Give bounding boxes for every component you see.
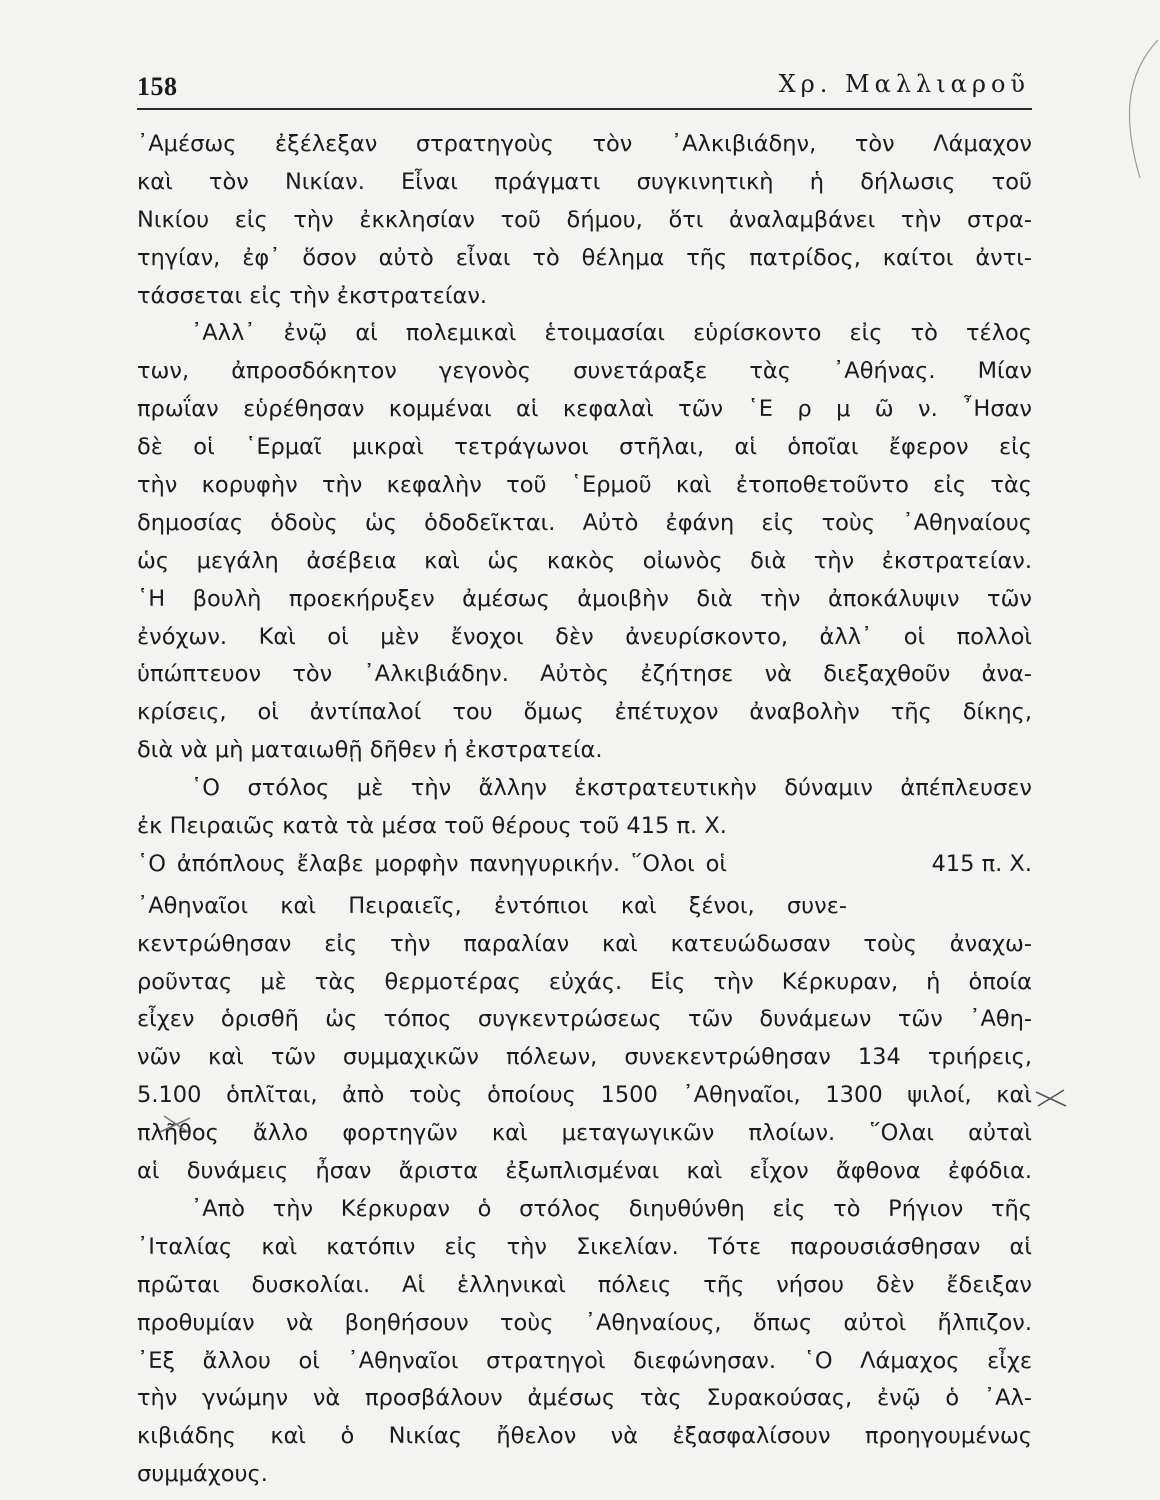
text-line: διὰ νὰ μὴ ματαιωθῇ δῆθεν ἡ ἐκστρατεία.: [137, 737, 603, 764]
text-line-with-margin-note: [137, 846, 1032, 888]
text-line: κιβιάδης καὶ ὁ Νικίας ἤθελον νὰ ἐξασφαλίσουν προηγουμένως: [137, 1423, 1032, 1450]
margin-curve-mark: [1100, 40, 1160, 180]
text-line: ῾Ο στόλος μὲ τὴν ἄλλην ἐκστρατευτικὴν δύναμιν ἀπέπλευσεν: [191, 775, 1032, 802]
text-line: ὑπώπτευον τὸν ᾿Αλκιβιάδην. Αὐτὸς ἐζήτησε νὰ διεξαχθοῦν ἀνα-: [137, 661, 1032, 688]
body-text: [137, 126, 1032, 1494]
text-line: ῾Η βουλὴ προεκήρυξεν ἀμέσως ἀμοιβὴν διὰ τὴν ἀποκάλυψιν τῶν: [137, 585, 1032, 612]
text-line: νῶν καὶ τῶν συμμαχικῶν πόλεων, συνεκεντρώθησαν 134 τριήρεις,: [137, 1044, 1032, 1071]
text-line: κρίσεις, οἱ ἀντίπαλοί του ὅμως ἐπέτυχον ἀναβολὴν τῆς δίκης,: [137, 699, 1032, 726]
text-line: ᾿Ιταλίας καὶ κατόπιν εἰς τὴν Σικελίαν. Τότε παρουσιάσθησαν αἱ: [137, 1233, 1032, 1260]
text-line: 5.100 ὁπλῖται, ἀπὸ τοὺς ὁποίους 1500 ᾿Αθηναῖοι, 1300 ψιλοί, καὶ: [137, 1082, 1032, 1109]
text-line: αἱ δυνάμεις ἦσαν ἄριστα ἐξωπλισμέναι καὶ εἶχον ἄφθονα ἐφόδια.: [137, 1158, 1032, 1185]
text-line: ᾿Αλλ᾿ ἐνῷ αἱ πολεμικαὶ ἑτοιμασίαι εὑρίσκοντο εἰς τὸ τέλος: [191, 320, 1032, 347]
text-line: Νικίου εἰς τὴν ἐκκλησίαν τοῦ δήμου, ὅτι ἀναλαμβάνει τὴν στρα-: [137, 206, 1032, 233]
running-head: Χρ. Μαλλιαροῦ: [778, 70, 1030, 98]
text-line: ροῦντας μὲ τὰς θερμοτέρας εὐχάς. Εἰς τὴν Κέρκυραν, ἡ ὁποία: [137, 968, 1032, 995]
text-line: καὶ τὸν Νικίαν. Εἶναι πράγματι συγκινητικὴ ἡ δήλωσις τοῦ: [137, 168, 1032, 195]
text-line: προθυμίαν νὰ βοηθήσουν τοὺς ᾿Αθηναίους, ὅπως αὐτοὶ ἤλπιζον.: [137, 1309, 1032, 1336]
text-line: τηγίαν, ἐφ᾿ ὅσον αὐτὸ εἶναι τὸ θέλημα τῆς πατρίδος, καίτοι ἀντι-: [137, 244, 1032, 271]
text-line: ἐκ Πειραιῶς κατὰ τὰ μέσα τοῦ θέρους τοῦ 415 π. Χ.: [137, 813, 727, 840]
header-rule: [137, 108, 1032, 110]
text-line: ἐνόχων. Καὶ οἱ μὲν ἔνοχοι δὲν ἀνευρίσκοντο, ἀλλ᾿ οἱ πολλοὶ: [137, 623, 1032, 650]
text-line: κεντρώθησαν εἰς τὴν παραλίαν καὶ κατευώδωσαν τοὺς ἀναχω-: [137, 930, 1032, 957]
text-line: πλῆθος ἄλλο φορτηγῶν καὶ μεταγωγικῶν πλοίων. ῞Ολαι αὐταὶ: [137, 1120, 1032, 1147]
handwritten-cross-mark-right: [1034, 1086, 1068, 1110]
text-line: τὴν γνώμην νὰ προσβάλουν ἀμέσως τὰς Συρακούσας, ἐνῷ ὁ ᾿Αλ-: [137, 1385, 1032, 1412]
text-line: των, ἀπροσδόκητον γεγονὸς συνετάραξε τὰς ᾿Αθήνας. Μίαν: [137, 358, 1032, 385]
text-line: ᾿Αθηναῖοι καὶ Πειραιεῖς, ἐντόπιοι καὶ ξένοι, συνε-: [137, 892, 847, 919]
text-line: ᾿Απὸ τὴν Κέρκυραν ὁ στόλος διηυθύνθη εἰς τὸ Ρήγιον τῆς: [191, 1195, 1032, 1222]
text-line: ῾Ο ἀπόπλους ἔλαβε μορφὴν πανηγυρικήν. ῞Ολοι οἱ: [137, 850, 727, 877]
date-side-note: 415 π. Χ.: [931, 850, 1032, 877]
page-number: 158: [137, 72, 178, 101]
text-line: πρῶται δυσκολίαι. Αἱ ἑλληνικαὶ πόλεις τῆς νήσου δὲν ἔδειξαν: [137, 1271, 1032, 1298]
text-line: τὴν κορυφὴν τὴν κεφαλὴν τοῦ ῾Ερμοῦ καὶ ἐτοποθετοῦντο εἰς τὰς: [137, 472, 1032, 499]
text-line: τάσσεται εἰς τὴν ἐκστρατείαν.: [137, 282, 488, 309]
text-line: εἶχεν ὁρισθῆ ὡς τόπος συγκεντρώσεως τῶν δυνάμεων τῶν ᾿Αθη-: [137, 1006, 1032, 1033]
text-line: ᾿Αμέσως ἐξέλεξαν στρατηγοὺς τὸν ᾿Αλκιβιάδην, τὸν Λάμαχον: [137, 131, 1032, 157]
text-line: συμμάχους.: [137, 1461, 268, 1488]
text-line: πρωΐαν εὑρέθησαν κομμέναι αἱ κεφαλαὶ τῶν ῾Ε ρ μ ῶ ν. ῏Ησαν: [137, 396, 1032, 423]
text-line: δημοσίας ὁδοὺς ὡς ὁδοδεῖκται. Αὐτὸ ἐφάνη εἰς τοὺς ᾿Αθηναίους: [137, 509, 1032, 536]
text-line: δὲ οἱ ῾Ερμαῖ μικραὶ τετράγωνοι στῆλαι, αἱ ὁποῖαι ἔφερον εἰς: [137, 434, 1032, 461]
text-line: ὡς μεγάλη ἀσέβεια καὶ ὡς κακὸς οἰωνὸς διὰ τὴν ἐκστρατείαν.: [137, 547, 1032, 574]
text-line: ᾿Εξ ἄλλου οἱ ᾿Αθηναῖοι στρατηγοὶ διεφώνησαν. ῾Ο Λάμαχος εἶχε: [137, 1347, 1032, 1374]
